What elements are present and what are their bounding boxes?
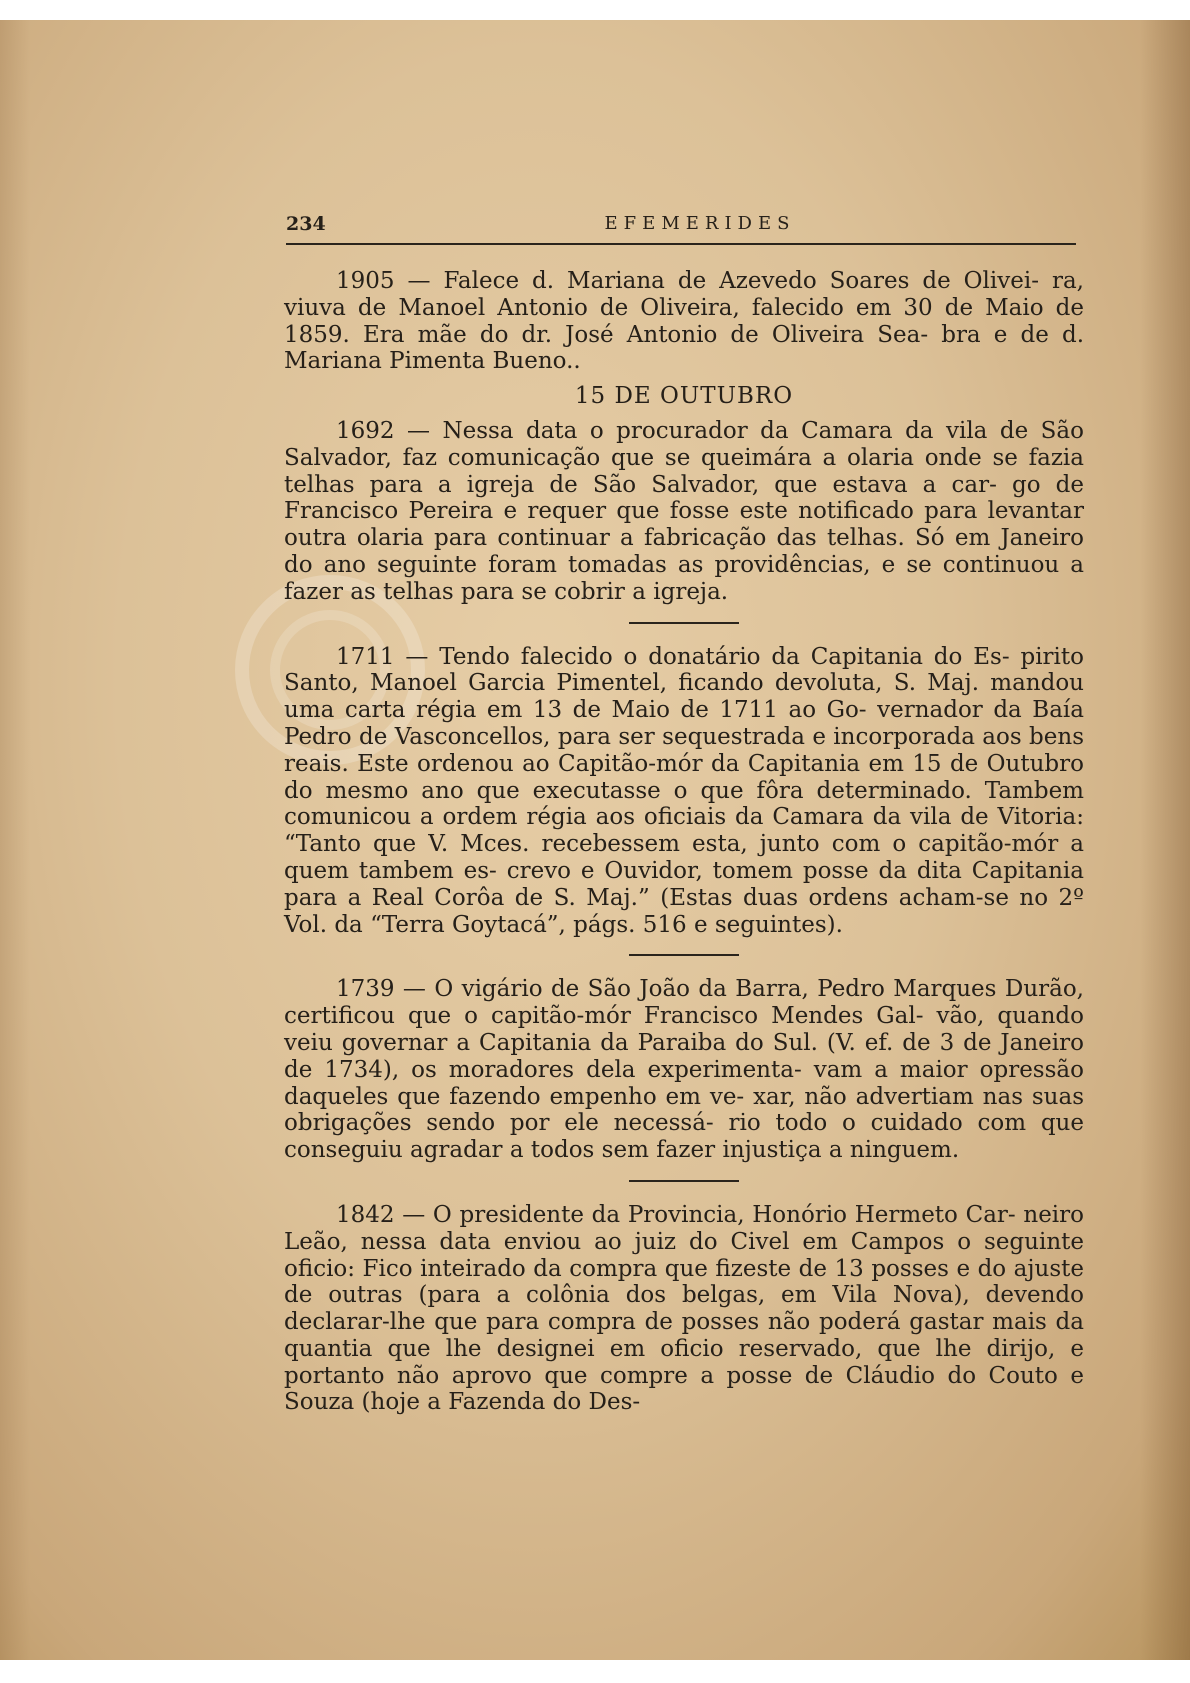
text-line: ra, viuva de Manoel Antonio de Oliveira, falecido em 30 de (284, 268, 1084, 321)
text-line: vão, quando veiu governar a Capitania da Paraiba do Sul. (V. (284, 1003, 1084, 1056)
text-line: xar, não advertiam nas suas obrigações sendo por ele necessá- (284, 1083, 1084, 1137)
page-text (284, 268, 1084, 1416)
text-line: e se continuou a fazer as telhas para se cobrir a igreja. (284, 551, 1084, 605)
text-line: 1842 — O presidente da Provincia, Honório Hermeto Car- (336, 1201, 1024, 1228)
text-line: vernador da Baía Pedro de Vasconcellos, para ser sequestrada (284, 697, 1084, 750)
entry-paragraph (284, 644, 1084, 939)
running-title: EFEMERIDES (604, 213, 796, 234)
section-divider (629, 1180, 739, 1182)
text-line: São Salvador, faz comunicação que se queimára a olaria onde (284, 417, 1084, 471)
text-line: Maio de 1859. Era mãe do dr. José Antonio de Oliveira Sea- (284, 294, 1084, 348)
text-line: Vila Nova), devendo declarar-lhe que para compra de posses (284, 1282, 1084, 1336)
entry-paragraph (284, 976, 1084, 1164)
text-line: levantar outra olaria para continuar a fabricação das telhas. (284, 498, 1084, 552)
text-line: Maj. mandou uma carta régia em 13 de Maio de 1711 ao Go- (284, 670, 1084, 724)
text-line: reservado, que lhe dirijo, e portanto não aprovo que compre a (284, 1335, 1085, 1389)
text-line: 1711 — Tendo falecido o donatário da Capitania do Es- (336, 643, 1021, 670)
section-divider (629, 622, 739, 624)
text-line: 1692 — Nessa data o procurador da Camara da vila de (336, 417, 1041, 444)
entry-paragraph (284, 268, 1084, 375)
text-line: Durão, certificou que o capitão-mór Francisco Mendes Gal- (284, 976, 1084, 1030)
text-line: posse de Cláudio do Couto e Souza (hoje a Fazenda do Des- (284, 1362, 1084, 1416)
text-line: rio todo o cuidado com que conseguiu agradar a todos sem (284, 1110, 1084, 1164)
text-line: Só em Janeiro do ano seguinte foram tomadas as providências, (284, 525, 1085, 578)
text-line: 1905 — Falece d. Mariana de Azevedo Soares de Olivei- (336, 268, 1052, 294)
entry-paragraph (284, 1202, 1084, 1416)
text-line: não poderá gastar mais da quantia que lhe designei em oficio (284, 1309, 1084, 1362)
text-line: vam a maior opressão daqueles que fazendo empenho em ve- (284, 1056, 1084, 1110)
entry-paragraph (284, 418, 1084, 606)
text-line: que fôra determinado. Tambem comunicou a ordem régia aos (284, 777, 1084, 831)
page-shadow-right (1140, 20, 1190, 1660)
date-heading: 15 DE OUTUBRO (574, 383, 794, 410)
header-rule (286, 243, 1076, 245)
text-line: e incorporada aos bens reais. Este ordenou ao Capitão-mór da (284, 723, 1085, 777)
text-line: ef. de 3 de Janeiro de 1734), os moradores dela experimenta- (284, 1029, 1084, 1083)
text-line: bra e de d. Mariana Pimenta Bueno.. (284, 321, 1084, 375)
text-line: Capitania em 15 de Outubro do mesmo ano que executasse o (284, 750, 1084, 804)
page-header (286, 213, 1084, 243)
text-line: se fazia telhas para a igreja de São Salvador, que estava a car- (284, 444, 1085, 498)
text-line: crevo e Ouvidor, tomem posse da dita Capitania para a Real (284, 857, 1084, 911)
section-divider (629, 954, 739, 956)
text-line: da “Terra Goytacá”, págs. 516 e seguintes). (334, 911, 843, 938)
text-line: oficiais da Camara da vila de Vitoria: “Tanto que V. Mces. (284, 804, 1084, 858)
text-line: 1739 — O vigário de São João da Barra, Pedro Marques (336, 976, 1005, 1003)
text-line: neiro Leão, nessa data enviou ao juiz do Civel em Campos o (284, 1201, 1084, 1255)
text-line: fazer injustiça a ninguem. (656, 1137, 960, 1164)
page-shadow-left (0, 20, 30, 1660)
text-line: posses e do ajuste de outras (para a colônia dos belgas, em (284, 1255, 1084, 1309)
text-line: seguinte oficio: Fico inteirado da compra que fizeste de 13 (284, 1228, 1084, 1282)
text-line: Corôa de S. Maj.” (Estas duas ordens acham-se no 2º Vol. (284, 884, 1084, 938)
text-line: go de Francisco Pereira e requer que fosse este notificado para (284, 471, 1085, 525)
text-line: recebessem esta, junto com o capitão-mór a quem tambem es- (284, 831, 1084, 884)
text-line: pirito Santo, Manoel Garcia Pimentel, ficando devoluta, S. (284, 643, 1084, 697)
page-number: 234 (286, 213, 326, 235)
